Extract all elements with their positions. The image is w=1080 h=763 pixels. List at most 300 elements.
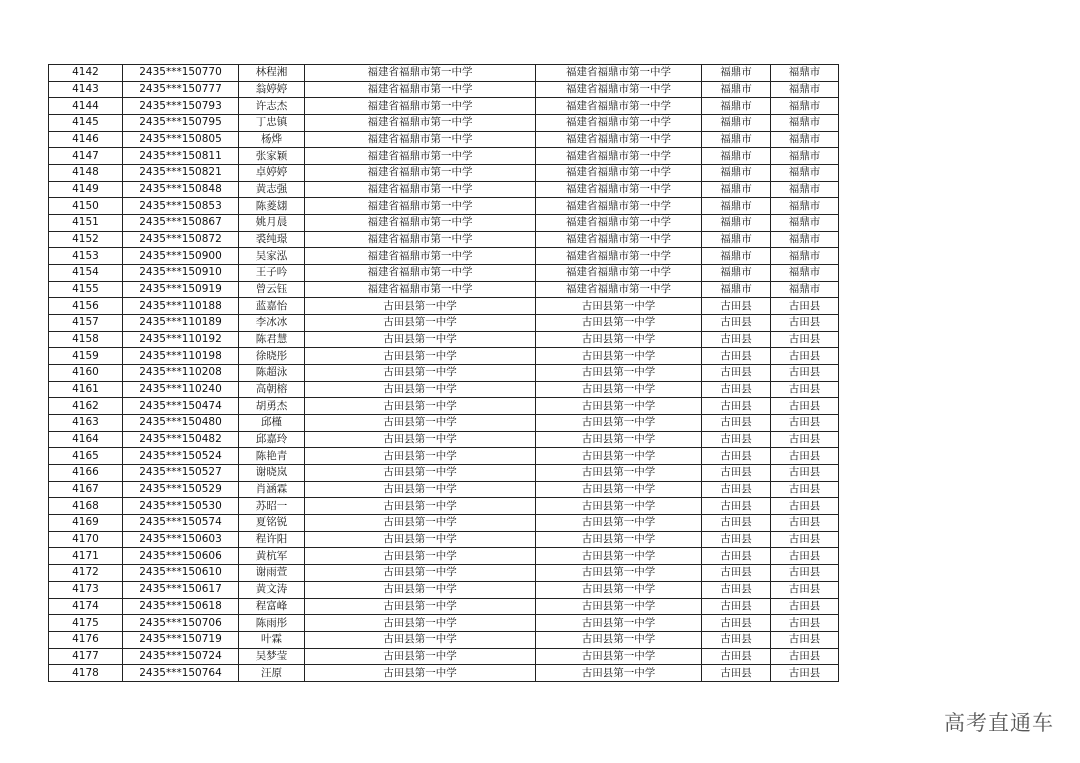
admission-list-sheet: [48, 64, 839, 682]
school-cell: 古田县第一中学: [305, 381, 536, 398]
school-alt-cell: 福建省福鼎市第一中学: [536, 198, 702, 215]
school-cell: 古田县第一中学: [305, 315, 536, 332]
district-cell: 古田县: [702, 565, 771, 582]
table-row: [49, 581, 839, 598]
table-row: [49, 515, 839, 532]
exam-id-cell: 2435***150770: [123, 65, 239, 82]
student-name-cell: 叶霖: [239, 631, 305, 648]
table-row: [49, 498, 839, 515]
student-name-cell: 程许阳: [239, 531, 305, 548]
row-number-cell: 4142: [49, 65, 123, 82]
district-alt-cell: 福鼎市: [771, 148, 839, 165]
district-alt-cell: 古田县: [771, 648, 839, 665]
student-name-cell: 张家颖: [239, 148, 305, 165]
school-cell: 古田县第一中学: [305, 398, 536, 415]
district-alt-cell: 福鼎市: [771, 248, 839, 265]
table-row: [49, 631, 839, 648]
district-alt-cell: 古田县: [771, 431, 839, 448]
school-alt-cell: 古田县第一中学: [536, 548, 702, 565]
district-cell: 古田县: [702, 531, 771, 548]
school-cell: 古田县第一中学: [305, 481, 536, 498]
district-alt-cell: 古田县: [771, 498, 839, 515]
exam-id-cell: 2435***150617: [123, 581, 239, 598]
school-alt-cell: 古田县第一中学: [536, 398, 702, 415]
district-cell: 福鼎市: [702, 265, 771, 282]
row-number-cell: 4151: [49, 215, 123, 232]
exam-id-cell: 2435***110240: [123, 381, 239, 398]
school-cell: 古田县第一中学: [305, 448, 536, 465]
exam-id-cell: 2435***150719: [123, 631, 239, 648]
student-name-cell: 吴家泓: [239, 248, 305, 265]
school-alt-cell: 福建省福鼎市第一中学: [536, 281, 702, 298]
school-cell: 古田县第一中学: [305, 565, 536, 582]
district-cell: 古田县: [702, 365, 771, 382]
exam-id-cell: 2435***150867: [123, 215, 239, 232]
table-row: [49, 665, 839, 682]
district-cell: 古田县: [702, 615, 771, 632]
school-cell: 福建省福鼎市第一中学: [305, 65, 536, 82]
student-name-cell: 蓝嘉怡: [239, 298, 305, 315]
row-number-cell: 4153: [49, 248, 123, 265]
school-cell: 古田县第一中学: [305, 515, 536, 532]
school-alt-cell: 福建省福鼎市第一中学: [536, 131, 702, 148]
school-cell: 古田县第一中学: [305, 631, 536, 648]
district-cell: 古田县: [702, 498, 771, 515]
district-cell: 福鼎市: [702, 281, 771, 298]
student-name-cell: 丁忠镇: [239, 115, 305, 132]
district-alt-cell: 古田县: [771, 298, 839, 315]
district-alt-cell: 古田县: [771, 331, 839, 348]
student-name-cell: 程富峰: [239, 598, 305, 615]
school-alt-cell: 福建省福鼎市第一中学: [536, 248, 702, 265]
district-alt-cell: 福鼎市: [771, 265, 839, 282]
exam-id-cell: 2435***150474: [123, 398, 239, 415]
school-alt-cell: 古田县第一中学: [536, 331, 702, 348]
school-cell: 古田县第一中学: [305, 531, 536, 548]
table-row: [49, 231, 839, 248]
row-number-cell: 4169: [49, 515, 123, 532]
table-row: [49, 465, 839, 482]
row-number-cell: 4171: [49, 548, 123, 565]
school-alt-cell: 古田县第一中学: [536, 631, 702, 648]
row-number-cell: 4165: [49, 448, 123, 465]
district-cell: 古田县: [702, 581, 771, 598]
exam-id-cell: 2435***110189: [123, 315, 239, 332]
school-alt-cell: 古田县第一中学: [536, 415, 702, 432]
school-alt-cell: 福建省福鼎市第一中学: [536, 98, 702, 115]
row-number-cell: 4152: [49, 231, 123, 248]
district-alt-cell: 福鼎市: [771, 98, 839, 115]
table-row: [49, 598, 839, 615]
school-cell: 古田县第一中学: [305, 415, 536, 432]
district-cell: 古田县: [702, 548, 771, 565]
table-row: [49, 331, 839, 348]
district-cell: 福鼎市: [702, 231, 771, 248]
school-alt-cell: 古田县第一中学: [536, 465, 702, 482]
table-body: [49, 65, 839, 682]
district-cell: 福鼎市: [702, 131, 771, 148]
school-cell: 古田县第一中学: [305, 365, 536, 382]
row-number-cell: 4173: [49, 581, 123, 598]
district-alt-cell: 福鼎市: [771, 115, 839, 132]
table-row: [49, 548, 839, 565]
student-name-cell: 黄文涛: [239, 581, 305, 598]
district-alt-cell: 古田县: [771, 398, 839, 415]
district-cell: 古田县: [702, 331, 771, 348]
school-alt-cell: 古田县第一中学: [536, 598, 702, 615]
school-alt-cell: 福建省福鼎市第一中学: [536, 81, 702, 98]
exam-id-cell: 2435***150482: [123, 431, 239, 448]
table-row: [49, 65, 839, 82]
row-number-cell: 4156: [49, 298, 123, 315]
row-number-cell: 4174: [49, 598, 123, 615]
school-alt-cell: 福建省福鼎市第一中学: [536, 215, 702, 232]
school-cell: 福建省福鼎市第一中学: [305, 98, 536, 115]
table-row: [49, 615, 839, 632]
student-name-cell: 陈君慧: [239, 331, 305, 348]
row-number-cell: 4159: [49, 348, 123, 365]
school-alt-cell: 福建省福鼎市第一中学: [536, 265, 702, 282]
student-name-cell: 徐晓彤: [239, 348, 305, 365]
exam-id-cell: 2435***150919: [123, 281, 239, 298]
row-number-cell: 4166: [49, 465, 123, 482]
district-alt-cell: 古田县: [771, 598, 839, 615]
table-row: [49, 248, 839, 265]
exam-id-cell: 2435***150777: [123, 81, 239, 98]
student-name-cell: 裘纯璟: [239, 231, 305, 248]
district-alt-cell: 古田县: [771, 465, 839, 482]
school-alt-cell: 古田县第一中学: [536, 315, 702, 332]
row-number-cell: 4154: [49, 265, 123, 282]
school-cell: 古田县第一中学: [305, 465, 536, 482]
exam-id-cell: 2435***150853: [123, 198, 239, 215]
student-name-cell: 林程湘: [239, 65, 305, 82]
district-cell: 古田县: [702, 598, 771, 615]
table-row: [49, 81, 839, 98]
table-row: [49, 648, 839, 665]
district-cell: 福鼎市: [702, 181, 771, 198]
exam-id-cell: 2435***150706: [123, 615, 239, 632]
student-name-cell: 肖涵霖: [239, 481, 305, 498]
table-row: [49, 398, 839, 415]
district-cell: 古田县: [702, 431, 771, 448]
table-row: [49, 265, 839, 282]
school-alt-cell: 古田县第一中学: [536, 648, 702, 665]
district-cell: 古田县: [702, 415, 771, 432]
student-name-cell: 陈超泳: [239, 365, 305, 382]
district-alt-cell: 古田县: [771, 548, 839, 565]
table-row: [49, 281, 839, 298]
row-number-cell: 4149: [49, 181, 123, 198]
school-cell: 古田县第一中学: [305, 431, 536, 448]
district-cell: 古田县: [702, 398, 771, 415]
exam-id-cell: 2435***150821: [123, 165, 239, 182]
school-alt-cell: 福建省福鼎市第一中学: [536, 148, 702, 165]
district-cell: 福鼎市: [702, 98, 771, 115]
district-alt-cell: 福鼎市: [771, 198, 839, 215]
district-alt-cell: 福鼎市: [771, 165, 839, 182]
school-cell: 福建省福鼎市第一中学: [305, 131, 536, 148]
school-alt-cell: 古田县第一中学: [536, 448, 702, 465]
exam-id-cell: 2435***150610: [123, 565, 239, 582]
school-cell: 福建省福鼎市第一中学: [305, 265, 536, 282]
school-cell: 福建省福鼎市第一中学: [305, 198, 536, 215]
exam-id-cell: 2435***150530: [123, 498, 239, 515]
district-alt-cell: 古田县: [771, 365, 839, 382]
exam-id-cell: 2435***150724: [123, 648, 239, 665]
school-alt-cell: 古田县第一中学: [536, 481, 702, 498]
table-row: [49, 98, 839, 115]
exam-id-cell: 2435***150574: [123, 515, 239, 532]
district-alt-cell: 福鼎市: [771, 281, 839, 298]
row-number-cell: 4172: [49, 565, 123, 582]
exam-id-cell: 2435***150900: [123, 248, 239, 265]
district-cell: 福鼎市: [702, 115, 771, 132]
student-name-cell: 谢雨萱: [239, 565, 305, 582]
district-alt-cell: 古田县: [771, 581, 839, 598]
table-row: [49, 381, 839, 398]
student-name-cell: 陈艳青: [239, 448, 305, 465]
school-alt-cell: 古田县第一中学: [536, 498, 702, 515]
school-alt-cell: 古田县第一中学: [536, 581, 702, 598]
district-alt-cell: 古田县: [771, 481, 839, 498]
district-alt-cell: 古田县: [771, 515, 839, 532]
school-cell: 福建省福鼎市第一中学: [305, 148, 536, 165]
row-number-cell: 4157: [49, 315, 123, 332]
row-number-cell: 4176: [49, 631, 123, 648]
district-alt-cell: 福鼎市: [771, 81, 839, 98]
school-alt-cell: 古田县第一中学: [536, 381, 702, 398]
student-name-cell: 陈雨彤: [239, 615, 305, 632]
table-row: [49, 181, 839, 198]
exam-id-cell: 2435***150793: [123, 98, 239, 115]
school-alt-cell: 古田县第一中学: [536, 615, 702, 632]
exam-id-cell: 2435***110192: [123, 331, 239, 348]
row-number-cell: 4155: [49, 281, 123, 298]
district-alt-cell: 古田县: [771, 381, 839, 398]
exam-id-cell: 2435***110198: [123, 348, 239, 365]
school-cell: 古田县第一中学: [305, 548, 536, 565]
school-alt-cell: 古田县第一中学: [536, 365, 702, 382]
exam-id-cell: 2435***110188: [123, 298, 239, 315]
district-alt-cell: 福鼎市: [771, 65, 839, 82]
table-row: [49, 298, 839, 315]
district-cell: 福鼎市: [702, 148, 771, 165]
exam-id-cell: 2435***150618: [123, 598, 239, 615]
district-cell: 古田县: [702, 465, 771, 482]
exam-id-cell: 2435***150529: [123, 481, 239, 498]
school-cell: 福建省福鼎市第一中学: [305, 248, 536, 265]
table-row: [49, 148, 839, 165]
school-alt-cell: 古田县第一中学: [536, 531, 702, 548]
district-cell: 古田县: [702, 315, 771, 332]
school-alt-cell: 福建省福鼎市第一中学: [536, 231, 702, 248]
school-alt-cell: 古田县第一中学: [536, 515, 702, 532]
exam-id-cell: 2435***150805: [123, 131, 239, 148]
row-number-cell: 4168: [49, 498, 123, 515]
row-number-cell: 4158: [49, 331, 123, 348]
district-alt-cell: 古田县: [771, 615, 839, 632]
row-number-cell: 4170: [49, 531, 123, 548]
row-number-cell: 4163: [49, 415, 123, 432]
row-number-cell: 4164: [49, 431, 123, 448]
table-row: [49, 198, 839, 215]
district-cell: 古田县: [702, 648, 771, 665]
district-alt-cell: 古田县: [771, 315, 839, 332]
table-row: [49, 115, 839, 132]
student-name-cell: 陈菱翃: [239, 198, 305, 215]
row-number-cell: 4161: [49, 381, 123, 398]
district-alt-cell: 古田县: [771, 565, 839, 582]
school-cell: 古田县第一中学: [305, 615, 536, 632]
row-number-cell: 4146: [49, 131, 123, 148]
student-name-cell: 许志杰: [239, 98, 305, 115]
district-cell: 福鼎市: [702, 81, 771, 98]
student-name-cell: 王子吟: [239, 265, 305, 282]
district-cell: 古田县: [702, 515, 771, 532]
district-cell: 古田县: [702, 665, 771, 682]
district-cell: 福鼎市: [702, 198, 771, 215]
district-cell: 古田县: [702, 631, 771, 648]
school-alt-cell: 古田县第一中学: [536, 298, 702, 315]
school-cell: 古田县第一中学: [305, 648, 536, 665]
row-number-cell: 4177: [49, 648, 123, 665]
school-cell: 古田县第一中学: [305, 498, 536, 515]
row-number-cell: 4150: [49, 198, 123, 215]
exam-id-cell: 2435***150606: [123, 548, 239, 565]
school-cell: 福建省福鼎市第一中学: [305, 281, 536, 298]
school-alt-cell: 福建省福鼎市第一中学: [536, 115, 702, 132]
exam-id-cell: 2435***150872: [123, 231, 239, 248]
exam-id-cell: 2435***110208: [123, 365, 239, 382]
student-name-cell: 黄志强: [239, 181, 305, 198]
school-alt-cell: 福建省福鼎市第一中学: [536, 65, 702, 82]
school-cell: 古田县第一中学: [305, 348, 536, 365]
row-number-cell: 4148: [49, 165, 123, 182]
student-table: [48, 64, 839, 682]
district-cell: 古田县: [702, 448, 771, 465]
student-name-cell: 杨烨: [239, 131, 305, 148]
school-alt-cell: 古田县第一中学: [536, 431, 702, 448]
student-name-cell: 黄杭军: [239, 548, 305, 565]
district-cell: 福鼎市: [702, 215, 771, 232]
table-row: [49, 415, 839, 432]
student-name-cell: 曾云钰: [239, 281, 305, 298]
school-cell: 福建省福鼎市第一中学: [305, 215, 536, 232]
student-name-cell: 邱嘉玲: [239, 431, 305, 448]
student-name-cell: 谢晓岚: [239, 465, 305, 482]
exam-id-cell: 2435***150910: [123, 265, 239, 282]
student-name-cell: 邱槿: [239, 415, 305, 432]
student-name-cell: 苏昭一: [239, 498, 305, 515]
district-alt-cell: 福鼎市: [771, 231, 839, 248]
row-number-cell: 4178: [49, 665, 123, 682]
row-number-cell: 4167: [49, 481, 123, 498]
district-alt-cell: 古田县: [771, 448, 839, 465]
student-name-cell: 卓婷婷: [239, 165, 305, 182]
district-alt-cell: 古田县: [771, 531, 839, 548]
school-cell: 古田县第一中学: [305, 331, 536, 348]
row-number-cell: 4162: [49, 398, 123, 415]
student-name-cell: 高朝榕: [239, 381, 305, 398]
table-row: [49, 215, 839, 232]
table-row: [49, 565, 839, 582]
table-row: [49, 165, 839, 182]
table-row: [49, 481, 839, 498]
district-alt-cell: 古田县: [771, 665, 839, 682]
district-cell: 福鼎市: [702, 65, 771, 82]
row-number-cell: 4147: [49, 148, 123, 165]
school-cell: 福建省福鼎市第一中学: [305, 231, 536, 248]
school-cell: 福建省福鼎市第一中学: [305, 181, 536, 198]
exam-id-cell: 2435***150527: [123, 465, 239, 482]
table-row: [49, 315, 839, 332]
district-alt-cell: 福鼎市: [771, 131, 839, 148]
exam-id-cell: 2435***150764: [123, 665, 239, 682]
school-alt-cell: 古田县第一中学: [536, 665, 702, 682]
row-number-cell: 4175: [49, 615, 123, 632]
student-name-cell: 夏铭锐: [239, 515, 305, 532]
exam-id-cell: 2435***150524: [123, 448, 239, 465]
school-cell: 古田县第一中学: [305, 581, 536, 598]
school-cell: 福建省福鼎市第一中学: [305, 81, 536, 98]
school-cell: 古田县第一中学: [305, 598, 536, 615]
school-cell: 古田县第一中学: [305, 298, 536, 315]
exam-id-cell: 2435***150480: [123, 415, 239, 432]
district-alt-cell: 福鼎市: [771, 181, 839, 198]
school-alt-cell: 古田县第一中学: [536, 348, 702, 365]
district-cell: 福鼎市: [702, 165, 771, 182]
school-alt-cell: 福建省福鼎市第一中学: [536, 165, 702, 182]
row-number-cell: 4160: [49, 365, 123, 382]
district-alt-cell: 古田县: [771, 415, 839, 432]
district-cell: 古田县: [702, 381, 771, 398]
exam-id-cell: 2435***150603: [123, 531, 239, 548]
table-row: [49, 131, 839, 148]
watermark-text: 高考直通车: [944, 711, 1054, 735]
district-cell: 古田县: [702, 481, 771, 498]
district-cell: 福鼎市: [702, 248, 771, 265]
school-cell: 福建省福鼎市第一中学: [305, 115, 536, 132]
district-alt-cell: 福鼎市: [771, 215, 839, 232]
table-row: [49, 531, 839, 548]
district-cell: 古田县: [702, 298, 771, 315]
student-name-cell: 胡勇杰: [239, 398, 305, 415]
student-name-cell: 汪原: [239, 665, 305, 682]
school-cell: 古田县第一中学: [305, 665, 536, 682]
exam-id-cell: 2435***150848: [123, 181, 239, 198]
exam-id-cell: 2435***150795: [123, 115, 239, 132]
district-alt-cell: 古田县: [771, 631, 839, 648]
district-alt-cell: 古田县: [771, 348, 839, 365]
student-name-cell: 李冰冰: [239, 315, 305, 332]
row-number-cell: 4143: [49, 81, 123, 98]
table-row: [49, 448, 839, 465]
row-number-cell: 4144: [49, 98, 123, 115]
district-cell: 古田县: [702, 348, 771, 365]
student-name-cell: 姚月晨: [239, 215, 305, 232]
school-alt-cell: 福建省福鼎市第一中学: [536, 181, 702, 198]
table-row: [49, 431, 839, 448]
row-number-cell: 4145: [49, 115, 123, 132]
student-name-cell: 吴梦莹: [239, 648, 305, 665]
school-cell: 福建省福鼎市第一中学: [305, 165, 536, 182]
student-name-cell: 翁婷婷: [239, 81, 305, 98]
school-alt-cell: 古田县第一中学: [536, 565, 702, 582]
table-row: [49, 348, 839, 365]
exam-id-cell: 2435***150811: [123, 148, 239, 165]
table-row: [49, 365, 839, 382]
